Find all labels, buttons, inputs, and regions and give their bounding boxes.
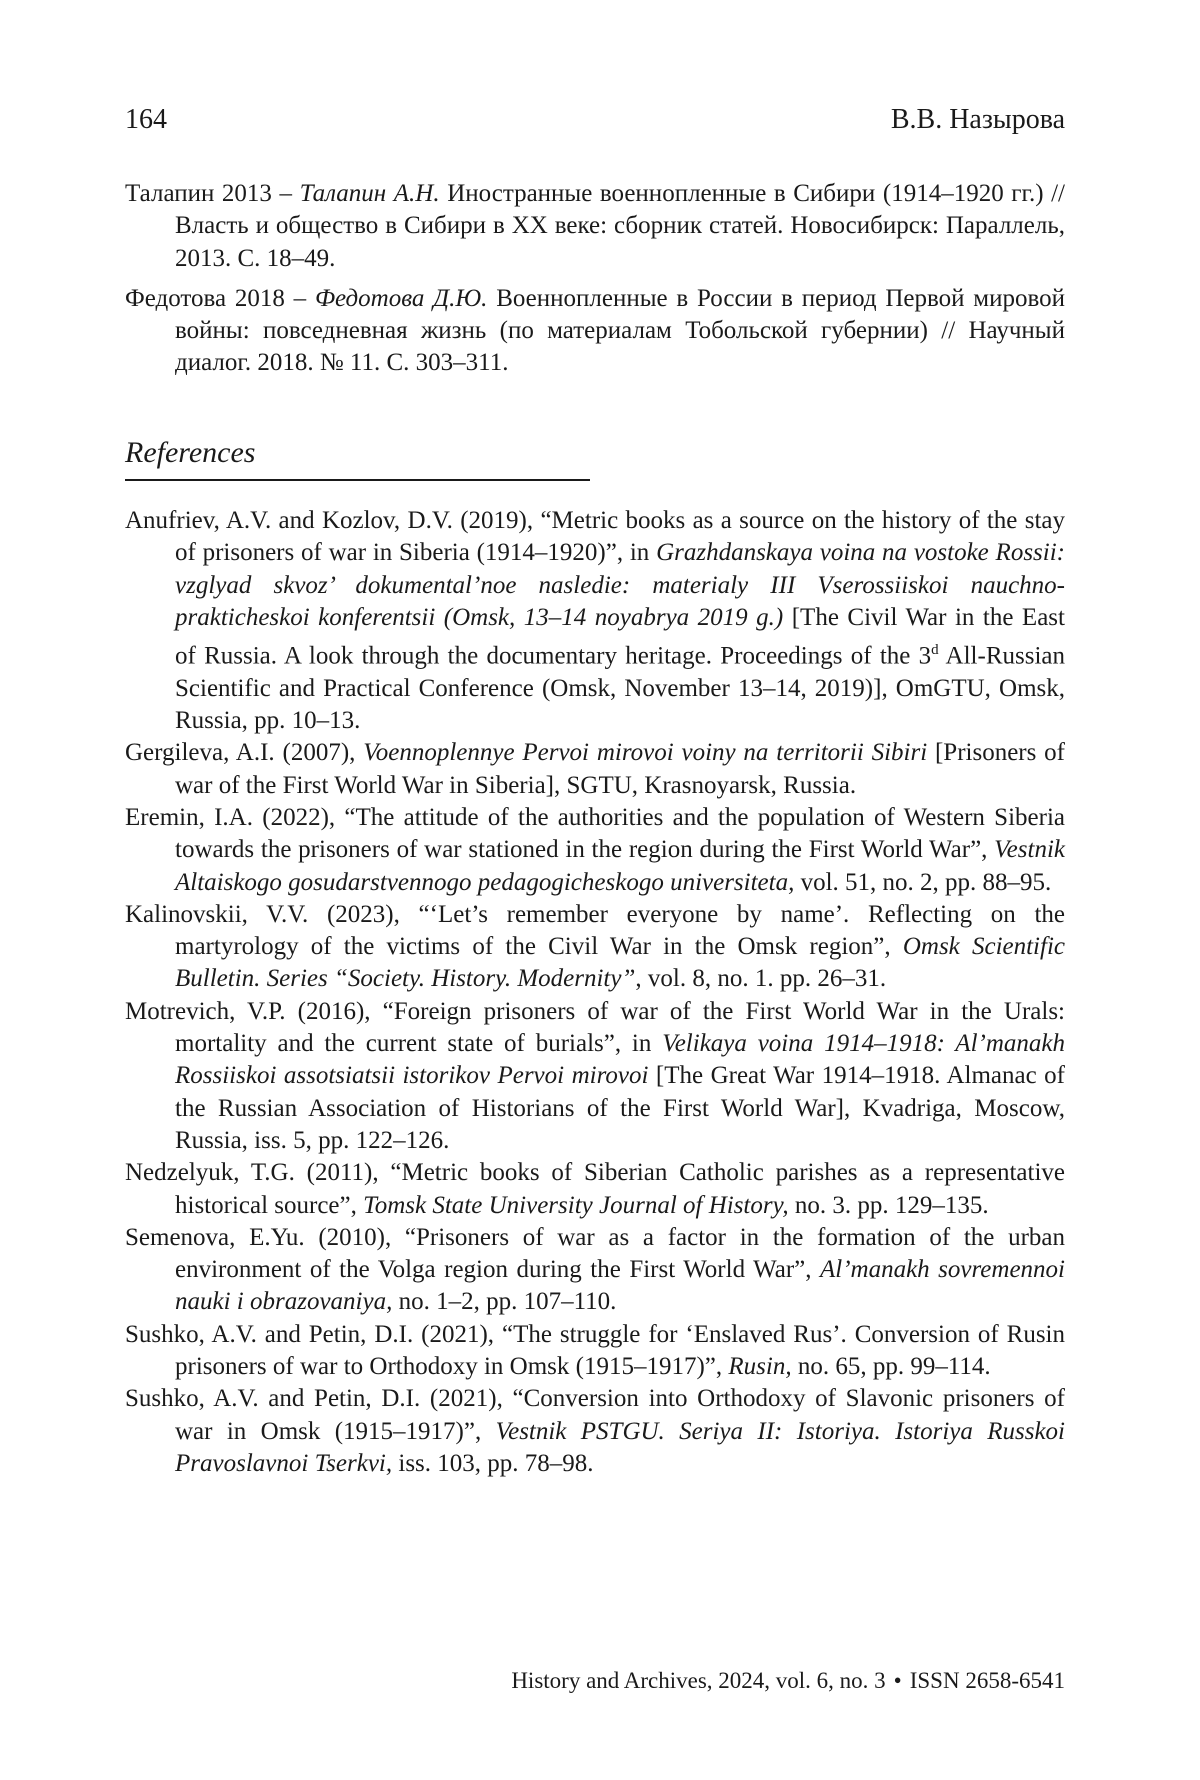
reference-item <box>125 1222 1065 1319</box>
ref-text: All-Russian Scientific and Practical Conference (Omsk, November 13–14, 2019)], OmGTU, Omsk, Russia, pp. 10–13. <box>175 642 1065 735</box>
ref-text: [The Great War 1914–1918. Almanac of the Russian Association of Historians of the First World War], Kvadriga, Moscow, Russia, iss. 5, pp. 122–126. <box>175 1062 1065 1154</box>
footer-issn: ISSN 2658-6541 <box>909 1668 1065 1693</box>
ref-text: [The Civil War in the East of Russia. A look through the documentary heritage. Proceedings of the 3 <box>175 603 1065 670</box>
ref-text: iss. 103, pp. 78–98. <box>392 1449 594 1477</box>
ref-title: Grazhdanskaya voina na vostoke Rossii: vzglyad skvoz’ dokumental’noe nasledie: materialy III Vserossiiskoi nauchno-prakticheskoi konferentsii (Omsk, 13–14 noyabrya 2019 g.) <box>175 539 1065 631</box>
ref-title: Vestnik Altaiskogo gosudarstvennogo pedagogicheskogo universiteta, <box>175 836 1065 896</box>
ref-text: Иностранные военнопленные в Сибири (1914–1920 гг.) // Власть и общество в Сибири в XX веке: сборник статей. Новосибирск: Параллель, 2013. С. 18–49. <box>175 180 1066 272</box>
ref-text: no. 1–2, pp. 107–110. <box>392 1288 617 1316</box>
reference-item <box>125 1157 1065 1222</box>
reference-ru-item <box>125 283 1065 380</box>
ref-author: Талапин А.Н. <box>299 180 440 207</box>
ref-title: Rusin, <box>728 1353 792 1381</box>
ref-text: , vol. 8, no. 1. pp. 26–31. <box>635 965 887 993</box>
references-ru-list <box>125 178 1065 380</box>
reference-item <box>125 899 1065 996</box>
ref-text: no. 3. pp. 129–135. <box>788 1191 989 1219</box>
ref-text: Motrevich, V.P. (2016), “Foreign prisoners of war of the First World War in the Urals: mortality and the current state of burials”, in <box>125 997 1065 1058</box>
footer-separator: • <box>893 1668 902 1693</box>
ref-text: vol. 51, no. 2, pp. 88–95. <box>794 868 1052 896</box>
running-header <box>125 104 1065 136</box>
running-footer <box>511 1668 1065 1694</box>
ref-text: [Prisoners of war of the First World War in Siberia], SGTU, Krasnoyarsk, Russia. <box>175 739 1065 799</box>
ref-text: no. 65, pp. 99–114. <box>791 1353 991 1381</box>
footer-journal: History and Archives, 2024, vol. 6, no. 3 <box>511 1668 886 1693</box>
ref-key: Талапин 2013 – <box>125 180 300 207</box>
reference-item <box>125 737 1065 802</box>
ref-superscript: d <box>931 642 939 659</box>
reference-item <box>125 505 1065 737</box>
ref-text: Eremin, I.A. (2022), “The attitude of the authorities and the population of Western Siberia towards the prisoners of war stationed in the region during the First World War”, <box>125 804 1065 864</box>
running-author: В.В. Назырова <box>890 104 1065 135</box>
reference-item <box>125 1383 1065 1480</box>
ref-title: Al’manakh sovremennoi nauki i obrazovaniya, <box>175 1256 1065 1316</box>
ref-text: Semenova, E.Yu. (2010), “Prisoners of war as a factor in the formation of the urban environment of the Volga region during the First World War”, <box>125 1223 1065 1284</box>
ref-title: Velikaya voina 1914–1918: Al’manakh Rossiiskoi assotsiatsii istorikov Pervoi mirovoi <box>175 1030 1065 1090</box>
ref-text: Nedzelyuk, T.G. (2011), “Metric books of Siberian Catholic parishes as a representative historical source”, <box>125 1159 1065 1219</box>
ref-text: Sushko, A.V. and Petin, D.I. (2021), “Conversion into Orthodoxy of Slavonic prisoners of war in Omsk (1915–1917)”, <box>125 1385 1065 1445</box>
references-en-list <box>125 505 1065 1480</box>
ref-key: Федотова 2018 – <box>125 284 315 312</box>
ref-text: Anufriev, A.V. and Kozlov, D.V. (2019), “Metric books as a source on the history of the stay of prisoners of war in Siberia (1914–1920)”, in <box>125 507 1065 567</box>
ref-author: Федотова Д.Ю. <box>314 284 488 312</box>
ref-text: Kalinovskii, V.V. (2023), “‘Let’s remember everyone by name’. Reflecting on the martyrology of the victims of the Civil War in the Omsk region”, <box>125 900 1065 961</box>
page-number: 164 <box>125 104 167 135</box>
ref-title: Voennoplennye Pervoi mirovoi voiny na territorii Sibiri <box>363 739 928 767</box>
reference-item <box>125 802 1065 899</box>
ref-text: Sushko, A.V. and Petin, D.I. (2021), “The struggle for ‘Enslaved Rus’. Conversion of Rusin prisoners of war to Orthodoxy in Omsk (1915–1917)”, <box>125 1320 1065 1381</box>
references-heading: References <box>125 436 590 481</box>
ref-text: Военнопленные в России в период Первой мировой войны: повседневная жизнь (по материалам Тобольской губернии) // Научный диалог. 2018. № 11. С. 303–311. <box>175 284 1066 377</box>
reference-item <box>125 1319 1065 1384</box>
ref-title: Tomsk State University Journal of History, <box>363 1191 789 1219</box>
reference-ru-item <box>125 178 1065 275</box>
ref-title: Omsk Scientific Bulletin. Series “Society. History. Modernity” <box>175 933 1065 993</box>
ref-title: Vestnik PSTGU. Seriya II: Istoriya. Istoriya Russkoi Pravoslavnoi Tserkvi, <box>175 1417 1065 1477</box>
reference-item <box>125 996 1065 1157</box>
ref-text: Gergileva, A.I. (2007), <box>125 739 364 767</box>
